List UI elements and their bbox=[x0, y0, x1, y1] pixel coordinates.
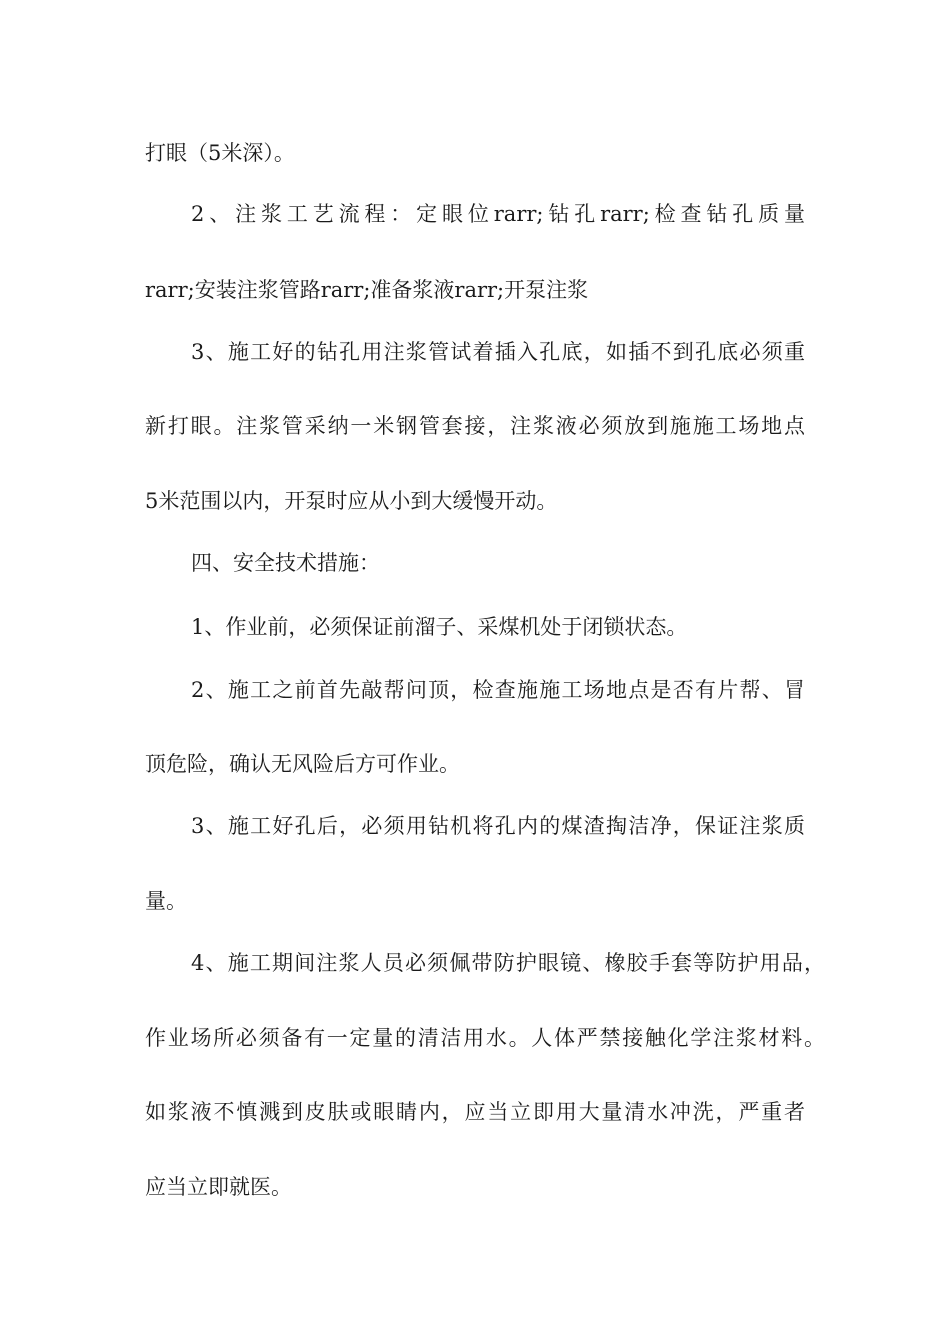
text-line-13: 4、施工期间注浆人员必须佩带防护眼镜、橡胶手套等防护用品， bbox=[191, 951, 825, 975]
text-line-14: 作业场所必须备有一定量的清洁用水。人体严禁接触化学注浆材料。 bbox=[145, 1026, 825, 1050]
text-line-9: 2、施工之前首先敲帮问顶，检查施施工场地点是否有片帮、冒 bbox=[191, 678, 805, 702]
text-line-12: 量。 bbox=[145, 889, 187, 913]
text-line-3: rarr;安装注浆管路rarr;准备浆液rarr;开泵注浆 bbox=[145, 278, 589, 302]
text-line-10: 顶危险，确认无风险后方可作业。 bbox=[145, 752, 460, 776]
text-line-4: 3、施工好的钻孔用注浆管试着插入孔底，如插不到孔底必须重 bbox=[191, 340, 805, 364]
text-line-6: 5米范围以内，开泵时应从小到大缓慢开动。 bbox=[145, 489, 558, 513]
text-line-11: 3、施工好孔后，必须用钻机将孔内的煤渣掏洁净，保证注浆质 bbox=[191, 814, 805, 838]
text-line-2: 2、注浆工艺流程：定眼位rarr;钻孔rarr;检查钻孔质量 bbox=[191, 202, 805, 226]
text-line-1: 打眼（5米深）。 bbox=[145, 141, 295, 165]
text-line-16: 应当立即就医。 bbox=[145, 1175, 292, 1199]
section-heading: 四、安全技术措施： bbox=[191, 551, 380, 575]
text-line-5: 新打眼。注浆管采纳一米钢管套接，注浆液必须放到施施工场地点 bbox=[145, 414, 805, 438]
text-line-15: 如浆液不慎溅到皮肤或眼睛内，应当立即用大量清水冲洗，严重者 bbox=[145, 1100, 805, 1124]
text-line-8: 1、作业前，必须保证前溜子、采煤机处于闭锁状态。 bbox=[191, 615, 688, 639]
